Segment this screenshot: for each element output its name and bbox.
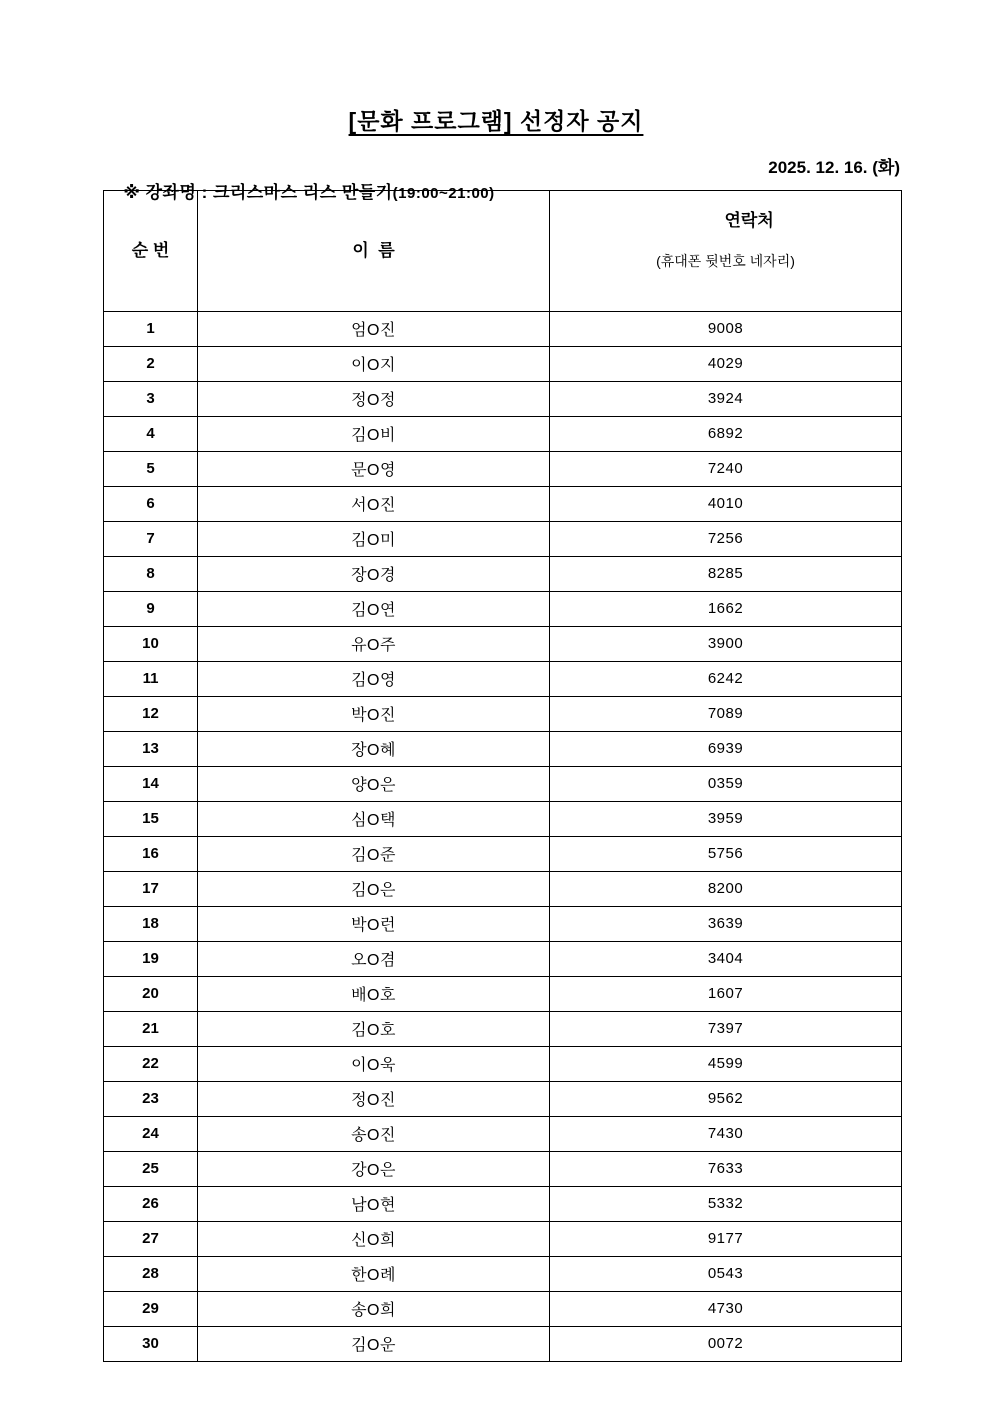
cell-name: 서O진 (198, 486, 550, 521)
cell-no: 18 (104, 906, 198, 941)
table-row (104, 486, 902, 521)
header-contact-subtitle: (휴대폰 뒷번호 네자리) (656, 253, 795, 270)
cell-name: 이O욱 (198, 1046, 550, 1081)
cell-name: 장O경 (198, 556, 550, 591)
table-row (104, 696, 902, 731)
table-row (104, 836, 902, 871)
cell-contact: 6939 (550, 731, 902, 766)
cell-contact: 9008 (550, 311, 902, 346)
header-name: 이 름 (198, 191, 550, 312)
cell-no: 25 (104, 1151, 198, 1186)
course-time: (19:00~21:00) (392, 185, 495, 202)
table-row (104, 1291, 902, 1326)
cell-no: 5 (104, 451, 198, 486)
cell-no: 7 (104, 521, 198, 556)
cell-no: 17 (104, 871, 198, 906)
cell-contact: 7397 (550, 1011, 902, 1046)
table-row (104, 976, 902, 1011)
cell-name: 박O진 (198, 696, 550, 731)
header-contact-title: 연락처 (724, 211, 774, 231)
table-row (104, 1116, 902, 1151)
cell-name: 김O비 (198, 416, 550, 451)
cell-contact: 6892 (550, 416, 902, 451)
table-row (104, 556, 902, 591)
cell-contact: 7256 (550, 521, 902, 556)
cell-name: 배O호 (198, 976, 550, 1011)
cell-contact: 0072 (550, 1326, 902, 1361)
table-row (104, 906, 902, 941)
header-no: 순 번 (104, 191, 198, 312)
cell-contact: 6242 (550, 661, 902, 696)
table-row (104, 1081, 902, 1116)
cell-contact: 9562 (550, 1081, 902, 1116)
table-row (104, 941, 902, 976)
page-title (0, 103, 992, 136)
cell-no: 26 (104, 1186, 198, 1221)
cell-no: 12 (104, 696, 198, 731)
cell-name: 김O호 (198, 1011, 550, 1046)
cell-name: 김O준 (198, 836, 550, 871)
table-row (104, 311, 902, 346)
cell-contact: 4010 (550, 486, 902, 521)
cell-contact: 3639 (550, 906, 902, 941)
cell-name: 장O혜 (198, 731, 550, 766)
cell-no: 14 (104, 766, 198, 801)
cell-no: 11 (104, 661, 198, 696)
cell-no: 19 (104, 941, 198, 976)
table-row (104, 871, 902, 906)
cell-no: 16 (104, 836, 198, 871)
cell-contact: 7240 (550, 451, 902, 486)
cell-contact: 5332 (550, 1186, 902, 1221)
table-row (104, 381, 902, 416)
cell-contact: 8200 (550, 871, 902, 906)
table-row (104, 591, 902, 626)
table-row (104, 661, 902, 696)
cell-no: 24 (104, 1116, 198, 1151)
cell-no: 9 (104, 591, 198, 626)
cell-name: 김O미 (198, 521, 550, 556)
table-row (104, 1256, 902, 1291)
cell-name: 남O현 (198, 1186, 550, 1221)
cell-no: 13 (104, 731, 198, 766)
page-title-text: [문화 프로그램] 선정자 공지 (348, 108, 644, 134)
cell-name: 문O영 (198, 451, 550, 486)
cell-name: 박O런 (198, 906, 550, 941)
cell-contact: 0359 (550, 766, 902, 801)
cell-no: 28 (104, 1256, 198, 1291)
cell-name: 심O택 (198, 801, 550, 836)
cell-no: 6 (104, 486, 198, 521)
cell-contact: 4599 (550, 1046, 902, 1081)
cell-name: 김O영 (198, 661, 550, 696)
table-row (104, 1221, 902, 1256)
table-row (104, 766, 902, 801)
table-row (104, 1326, 902, 1361)
cell-no: 8 (104, 556, 198, 591)
cell-no: 21 (104, 1011, 198, 1046)
cell-contact: 4730 (550, 1291, 902, 1326)
cell-name: 김O연 (198, 591, 550, 626)
cell-name: 신O희 (198, 1221, 550, 1256)
table-row (104, 451, 902, 486)
table-row (104, 1011, 902, 1046)
course-date: 2025. 12. 16. (화) (768, 158, 900, 177)
table-row (104, 801, 902, 836)
cell-name: 정O정 (198, 381, 550, 416)
participant-table-body (104, 311, 902, 1361)
cell-name: 이O지 (198, 346, 550, 381)
table-row (104, 1186, 902, 1221)
cell-name: 오O겸 (198, 941, 550, 976)
participant-table (103, 190, 902, 1362)
course-name-label: ※ 강좌명 : 크리스마스 리스 만들기 (123, 183, 393, 202)
table-row (104, 731, 902, 766)
cell-no: 4 (104, 416, 198, 451)
cell-no: 27 (104, 1221, 198, 1256)
header-contact (550, 191, 902, 312)
cell-contact: 3924 (550, 381, 902, 416)
table-row (104, 346, 902, 381)
cell-no: 20 (104, 976, 198, 1011)
cell-no: 1 (104, 311, 198, 346)
cell-contact: 8285 (550, 556, 902, 591)
cell-name: 한O례 (198, 1256, 550, 1291)
cell-name: 유O주 (198, 626, 550, 661)
cell-no: 22 (104, 1046, 198, 1081)
cell-contact: 1607 (550, 976, 902, 1011)
cell-no: 3 (104, 381, 198, 416)
cell-no: 10 (104, 626, 198, 661)
cell-name: 엄O진 (198, 311, 550, 346)
participant-table-header (104, 191, 902, 312)
cell-contact: 7633 (550, 1151, 902, 1186)
cell-name: 송O희 (198, 1291, 550, 1326)
cell-name: 정O진 (198, 1081, 550, 1116)
cell-contact: 3404 (550, 941, 902, 976)
cell-name: 김O운 (198, 1326, 550, 1361)
cell-name: 김O은 (198, 871, 550, 906)
table-row (104, 521, 902, 556)
cell-no: 29 (104, 1291, 198, 1326)
cell-contact: 0543 (550, 1256, 902, 1291)
cell-no: 2 (104, 346, 198, 381)
cell-name: 양O은 (198, 766, 550, 801)
cell-no: 30 (104, 1326, 198, 1361)
header-row (104, 191, 902, 312)
cell-name: 강O은 (198, 1151, 550, 1186)
cell-contact: 9177 (550, 1221, 902, 1256)
cell-contact: 5756 (550, 836, 902, 871)
table-row (104, 1046, 902, 1081)
cell-no: 23 (104, 1081, 198, 1116)
cell-contact: 4029 (550, 346, 902, 381)
table-row (104, 626, 902, 661)
table-row (104, 1151, 902, 1186)
table-row (104, 416, 902, 451)
cell-no: 15 (104, 801, 198, 836)
cell-contact: 7430 (550, 1116, 902, 1151)
cell-name: 송O진 (198, 1116, 550, 1151)
cell-contact: 3900 (550, 626, 902, 661)
cell-contact: 3959 (550, 801, 902, 836)
cell-contact: 1662 (550, 591, 902, 626)
cell-contact: 7089 (550, 696, 902, 731)
